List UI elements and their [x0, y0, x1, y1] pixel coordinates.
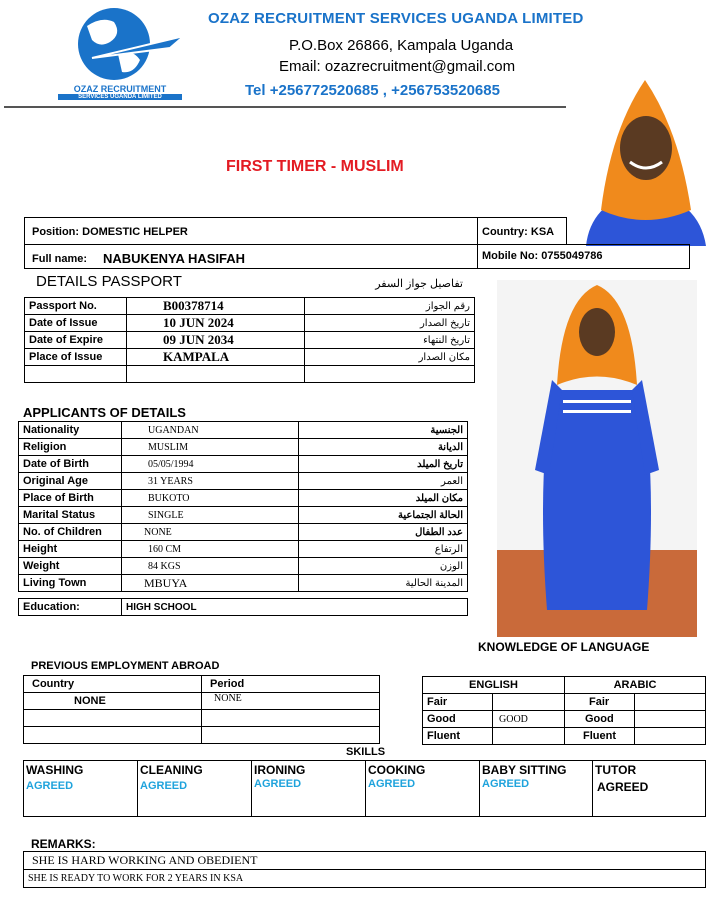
table-cell: GOOD — [493, 711, 565, 728]
full-body-photo — [497, 280, 697, 637]
table-cell: Period — [202, 676, 380, 693]
skill-tutor: TUTOR AGREED — [593, 761, 706, 817]
skill-washing: WASHING AGREED — [24, 761, 138, 817]
table-cell: Date of Issue — [25, 315, 127, 332]
table-cell: 31 YEARS — [122, 473, 299, 490]
table-cell: مكان الصدار — [305, 349, 475, 366]
table-cell: Date of Birth — [19, 456, 122, 473]
table-cell: الديانة — [299, 439, 468, 456]
language-table — [422, 676, 706, 745]
table-cell: Weight — [19, 558, 122, 575]
table-cell: ENGLISH — [423, 677, 565, 694]
table-cell: الحالة الجتماعية — [299, 507, 468, 524]
table-cell — [635, 711, 706, 728]
table-cell: 05/05/1994 — [122, 456, 299, 473]
table-cell: تاريخ النتهاء — [305, 332, 475, 349]
table-cell: Fair — [565, 694, 635, 711]
table-cell: NONE — [202, 693, 380, 710]
mobile-label: Mobile No: 0755049786 — [482, 250, 603, 262]
skill-cooking: COOKING AGREED — [366, 761, 480, 817]
table-cell: KAMPALA — [127, 349, 305, 366]
portrait-photo — [566, 70, 724, 246]
logo-subtext: SERVICES UGANDA LIMITED — [58, 94, 182, 100]
table-cell: Passport No. — [25, 298, 127, 315]
table-cell — [635, 728, 706, 745]
table-cell: No. of Children — [19, 524, 122, 541]
table-cell: الوزن — [299, 558, 468, 575]
header-rule — [4, 106, 566, 108]
skill-ironing: IRONING AGREED — [252, 761, 366, 817]
position-label: Position: DOMESTIC HELPER — [32, 226, 188, 238]
table-cell — [25, 366, 127, 383]
passport-heading-ar: تفاصيل جواز السفر — [375, 278, 463, 290]
table-cell: MBUYA — [122, 575, 299, 592]
table-cell: NONE — [24, 693, 202, 710]
table-cell — [493, 728, 565, 745]
table-cell: Good — [565, 711, 635, 728]
knowledge-heading: KNOWLEDGE OF LANGUAGE — [478, 640, 650, 654]
table-cell — [202, 710, 380, 727]
remarks-table — [23, 851, 706, 888]
table-cell: Place of Issue — [25, 349, 127, 366]
table-cell: Religion — [19, 439, 122, 456]
company-name: OZAZ RECRUITMENT SERVICES UGANDA LIMITED — [208, 10, 584, 27]
table-cell: Height — [19, 541, 122, 558]
table-cell: ARABIC — [565, 677, 706, 694]
remarks-heading: REMARKS: — [31, 837, 96, 851]
table-cell: 09 JUN 2034 — [127, 332, 305, 349]
name-box — [24, 244, 478, 269]
country-label: Country: KSA — [482, 226, 555, 238]
table-cell: 160 CM — [122, 541, 299, 558]
applicant-heading: APPLICANTS OF DETAILS — [23, 405, 186, 420]
company-logo — [52, 4, 187, 104]
table-cell — [24, 727, 202, 744]
full-name-label: Full name: — [32, 253, 88, 265]
table-cell: Good — [423, 711, 493, 728]
table-cell: SHE IS READY TO WORK FOR 2 YEARS IN KSA — [24, 870, 706, 888]
table-cell: B00378714 — [127, 298, 305, 315]
employment-heading: PREVIOUS EMPLOYMENT ABROAD — [31, 660, 220, 672]
table-cell: تاريخ الصدار — [305, 315, 475, 332]
table-cell: الجنسية — [299, 422, 468, 439]
company-email: Email: ozazrecruitment@gmail.com — [279, 58, 516, 75]
table-cell: المدينة الحالية — [299, 575, 468, 592]
company-address: P.O.Box 26866, Kampala Uganda — [289, 37, 514, 54]
table-cell — [202, 727, 380, 744]
table-cell — [127, 366, 305, 383]
table-cell: Place of Birth — [19, 490, 122, 507]
table-cell: رقم الجواز — [305, 298, 475, 315]
table-cell: SINGLE — [122, 507, 299, 524]
passport-heading: DETAILS PASSPORT — [36, 273, 182, 290]
table-cell: MUSLIM — [122, 439, 299, 456]
page-title: FIRST TIMER - MUSLIM — [226, 158, 404, 175]
table-cell: 10 JUN 2024 — [127, 315, 305, 332]
table-cell: BUKOTO — [122, 490, 299, 507]
table-cell: 84 KGS — [122, 558, 299, 575]
table-cell: Living Town — [19, 575, 122, 592]
skill-cleaning: CLEANING AGREED — [138, 761, 252, 817]
table-cell: SHE IS HARD WORKING AND OBEDIENT — [24, 852, 706, 870]
employment-table — [23, 675, 380, 744]
skills-table — [23, 760, 706, 817]
skills-heading: SKILLS — [346, 746, 386, 758]
education-row — [18, 598, 468, 616]
table-cell: مكان الميلد — [299, 490, 468, 507]
company-phone: Tel +256772520685 , +256753520685 — [245, 82, 500, 99]
applicant-table — [18, 421, 468, 592]
table-cell: Nationality — [19, 422, 122, 439]
table-cell: Education: — [19, 599, 122, 616]
logo-text: OZAZ RECRUITMENT — [73, 84, 167, 94]
table-cell — [493, 694, 565, 711]
full-name-value: NABUKENYA HASIFAH — [103, 251, 246, 266]
table-cell: Fluent — [423, 728, 493, 745]
table-cell: عدد الطفال — [299, 524, 468, 541]
table-cell: Fair — [423, 694, 493, 711]
table-cell: Original Age — [19, 473, 122, 490]
table-cell: Fluent — [565, 728, 635, 745]
passport-table — [24, 297, 475, 383]
table-cell: Date of Expire — [25, 332, 127, 349]
table-cell: NONE — [122, 524, 299, 541]
table-cell: Marital Status — [19, 507, 122, 524]
table-cell: HIGH SCHOOL — [122, 599, 468, 616]
skill-baby-sitting: BABY SITTING AGREED — [480, 761, 593, 817]
table-cell — [24, 710, 202, 727]
table-cell: العمر — [299, 473, 468, 490]
table-cell: تاريخ الميلد — [299, 456, 468, 473]
table-cell: Country — [24, 676, 202, 693]
table-cell — [635, 694, 706, 711]
table-cell — [305, 366, 475, 383]
table-cell: UGANDAN — [122, 422, 299, 439]
table-cell: الرتفاع — [299, 541, 468, 558]
